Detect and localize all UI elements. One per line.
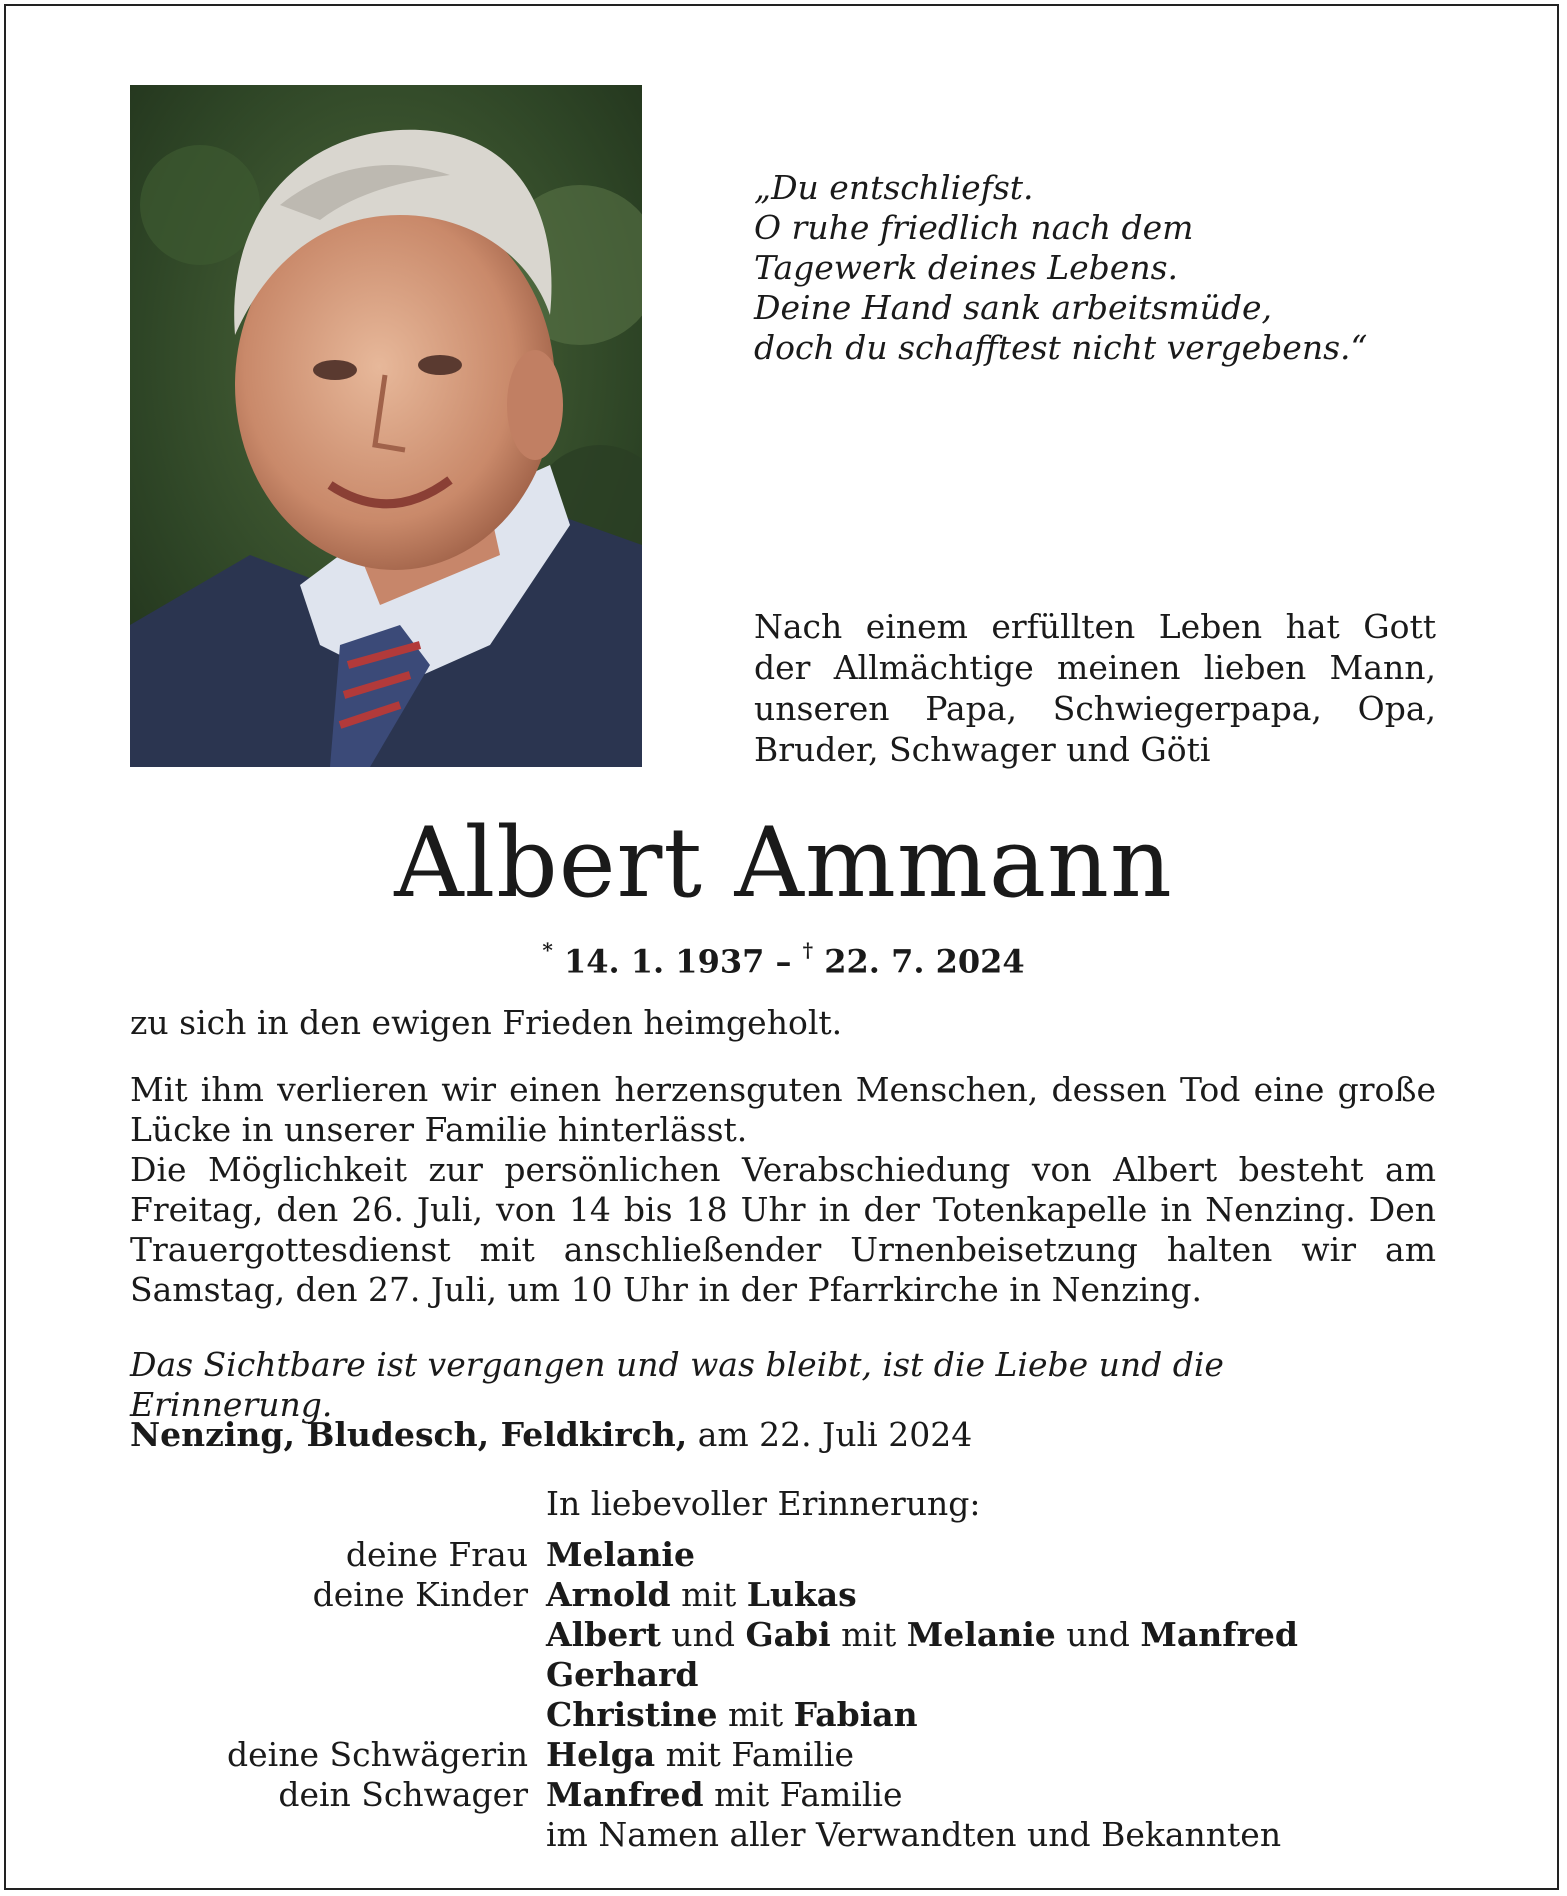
connector: und xyxy=(671,1615,735,1654)
member-name: Arnold xyxy=(546,1575,671,1614)
body-sentence: Die Möglichkeit zur persönlichen Verabschiedung von Albert besteht am Freitag, den 26. Juli, von 14 bis 18 Uhr in der Totenkapelle in Nenzing. Den Trauergottesdienst mit anschließender Urnenbeisetzung halten wir am Samstag, den 27. Juli, um 10 Uhr in der Pfarrkirche in Nenzing. xyxy=(130,1150,1436,1309)
family-list xyxy=(130,1535,1480,1855)
family-row xyxy=(130,1735,1480,1775)
family-row xyxy=(130,1775,1480,1815)
connector: mit Familie xyxy=(714,1775,903,1814)
death-date: 22. 7. 2024 xyxy=(824,942,1025,981)
family-role: deine Frau xyxy=(345,1535,528,1574)
member-name: Fabian xyxy=(793,1695,918,1734)
birth-symbol: * xyxy=(542,938,553,962)
places: Nenzing, Bludesch, Feldkirch, xyxy=(130,1415,688,1454)
body-paragraph xyxy=(130,1070,1436,1310)
family-role: deine Kinder xyxy=(312,1575,528,1614)
family-row xyxy=(130,1655,1480,1695)
family-role xyxy=(130,1615,546,1655)
portrait-photo xyxy=(130,85,642,767)
closing-line: im Namen aller Verwandten und Bekannten xyxy=(546,1815,1282,1854)
family-names xyxy=(546,1615,1480,1655)
connector: mit xyxy=(841,1615,897,1654)
member-name: Lukas xyxy=(746,1575,857,1614)
family-role: deine Schwägerin xyxy=(227,1735,528,1774)
member-name: Gabi xyxy=(745,1615,831,1654)
quote-line: doch du schafftest nicht vergebens.“ xyxy=(754,328,1368,367)
birth-date: 14. 1. 1937 xyxy=(563,942,765,981)
quote-block xyxy=(754,168,1454,368)
intro-text: Nach einem erfüllten Leben hat Gott der Allmächtige meinen lieben Mann, unseren Papa, Schwiegerpapa, Opa, Bruder, Schwager und Göti xyxy=(754,607,1436,769)
family-row xyxy=(130,1615,1480,1655)
body-sentence: Mit ihm verlieren wir einen herzensguten Menschen, dessen Tod eine große Lücke in unserer Familie hinterlässt. xyxy=(130,1070,1436,1149)
family-role xyxy=(130,1655,546,1695)
member-name: Melanie xyxy=(546,1535,695,1574)
connector: und xyxy=(1066,1615,1130,1654)
member-name: Albert xyxy=(546,1615,661,1654)
date-separator: – xyxy=(775,942,792,981)
quote-line: Tagewerk deines Lebens. xyxy=(754,248,1179,287)
connector: mit Familie xyxy=(665,1735,855,1774)
memory-heading: In liebevoller Erinnerung: xyxy=(546,1484,981,1523)
place-date-line xyxy=(130,1415,1436,1455)
deceased-name: Albert Ammann xyxy=(394,807,1173,919)
member-name: Melanie xyxy=(906,1615,1056,1654)
family-names xyxy=(546,1655,1480,1695)
connector: mit xyxy=(681,1575,737,1614)
family-names xyxy=(546,1695,1480,1735)
member-name: Manfred xyxy=(1140,1615,1298,1654)
quote-line: Deine Hand sank arbeitsmüde, xyxy=(754,288,1273,327)
family-names xyxy=(546,1535,1480,1575)
notice-date: am 22. Juli 2024 xyxy=(697,1415,973,1454)
member-name: Manfred xyxy=(546,1775,704,1814)
family-names xyxy=(546,1775,1480,1815)
quote-line: „Du entschliefst. xyxy=(754,168,1034,207)
quote-line: O ruhe friedlich nach dem xyxy=(754,208,1194,247)
member-name: Christine xyxy=(546,1695,718,1734)
connector: mit xyxy=(728,1695,784,1734)
family-row xyxy=(130,1695,1480,1735)
family-names xyxy=(546,1735,1480,1775)
family-row xyxy=(130,1815,1480,1855)
body-line-1: zu sich in den ewigen Frieden heimgeholt. xyxy=(130,1003,843,1042)
family-role: dein Schwager xyxy=(278,1775,528,1814)
death-symbol: † xyxy=(802,938,814,962)
life-dates xyxy=(0,932,1567,984)
family-role xyxy=(130,1815,546,1855)
family-role xyxy=(130,1695,546,1735)
member-name: Helga xyxy=(546,1735,656,1774)
family-row xyxy=(130,1575,1480,1615)
member-name: Gerhard xyxy=(546,1655,699,1694)
family-row xyxy=(130,1535,1480,1575)
memorial-saying: Das Sichtbare ist vergangen und was bleibt, ist die Liebe und die Erinnerung. xyxy=(130,1345,1224,1424)
family-names xyxy=(546,1575,1480,1615)
